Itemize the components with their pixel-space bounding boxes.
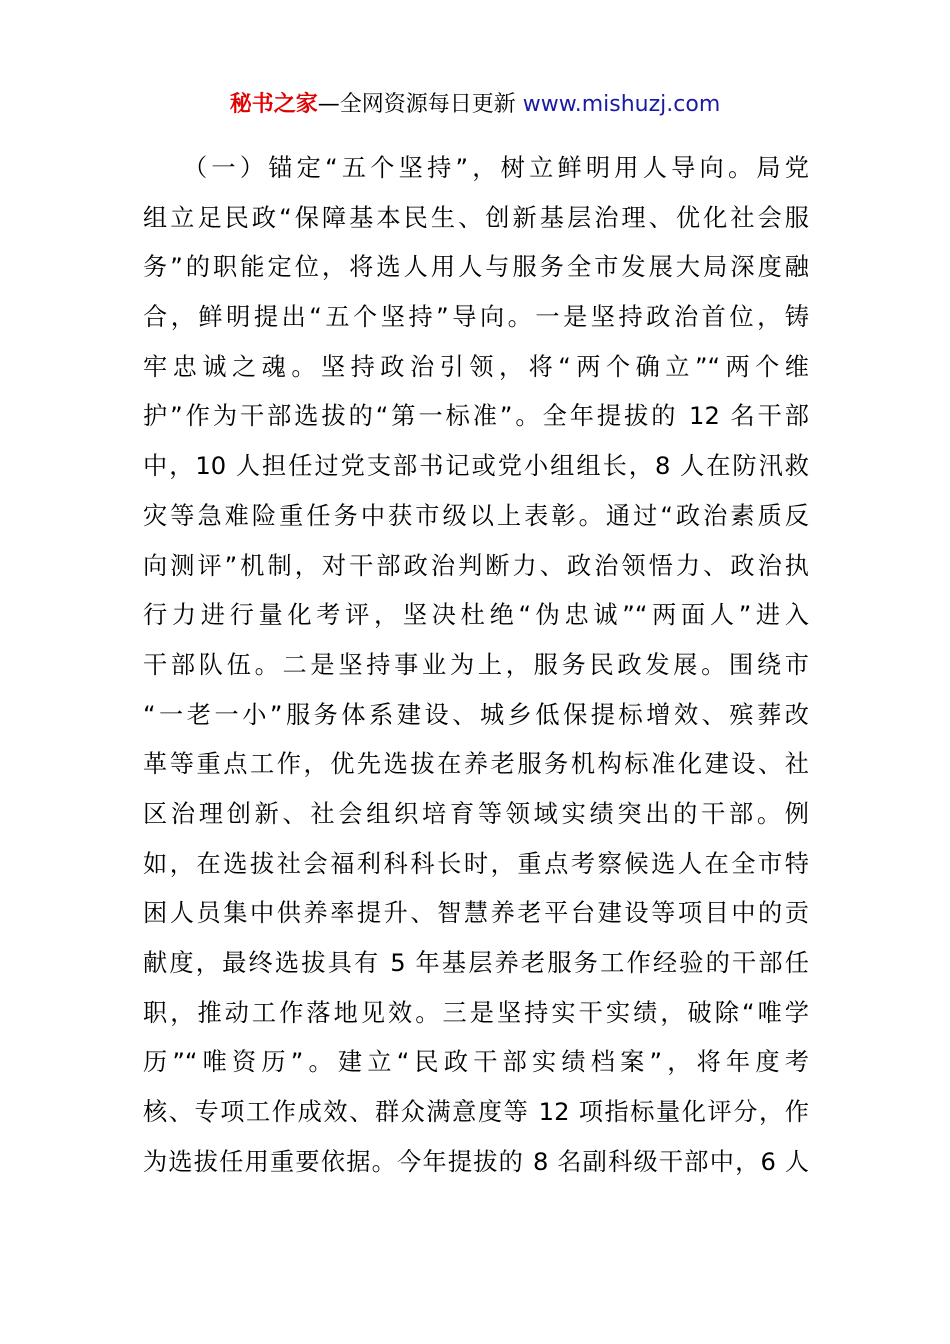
- text-line: 献度，最终选拔具有 5 年基层养老服务工作经验的干部任: [143, 949, 809, 977]
- text-line: 革等重点工作，优先选拔在养老服务机构标准化建设、社: [143, 750, 809, 779]
- text-line: 组立足民政“保障基本民生、创新基层治理、优化社会服: [143, 203, 809, 232]
- website-link[interactable]: www.mishuzj.com: [522, 92, 721, 117]
- header-tagline: —全网资源每日更新: [317, 92, 516, 117]
- body-paragraph: [143, 144, 809, 1187]
- text-line: 职，推动工作落地见效。三是坚持实干实绩，破除“唯学: [143, 998, 809, 1027]
- text-line: 干部队伍。二是坚持事业为上，服务民政发展。围绕市: [143, 650, 809, 679]
- text-line: 向测评”机制，对干部政治判断力、政治领悟力、政治执: [143, 551, 809, 580]
- text-line: “一老一小”服务体系建设、城乡低保提标增效、殡葬改: [143, 700, 809, 729]
- text-line: 核、专项工作成效、群众满意度等 12 项指标量化评分，作: [143, 1098, 809, 1127]
- text-line: 务”的职能定位，将选人用人与服务全市发展大局深度融: [143, 253, 809, 282]
- text-line: 牢忠诚之魂。坚持政治引领，将“两个确立”“两个维: [143, 352, 809, 381]
- page-header: [0, 88, 950, 122]
- text-line: 区治理创新、社会组织培育等领域实绩突出的干部。例: [143, 799, 809, 828]
- text-line: 历”“唯资历”。建立“民政干部实绩档案”，将年度考: [143, 1048, 809, 1077]
- text-line: （一）锚定“五个坚持”，树立鲜明用人导向。局党: [183, 154, 809, 182]
- text-line: 困人员集中供养率提升、智慧养老平台建设等项目中的贡: [143, 899, 809, 928]
- text-line: 中，10 人担任过党支部书记或党小组组长，8 人在防汛救: [143, 452, 809, 481]
- brand-name: 秘书之家: [229, 92, 318, 117]
- text-line: 如，在选拔社会福利科科长时，重点考察候选人在全市特: [143, 849, 809, 878]
- text-line: 护”作为干部选拔的“第一标准”。全年提拔的 12 名干部: [143, 402, 809, 431]
- text-line: 行力进行量化考评，坚决杜绝“伪忠诚”“两面人”进入: [143, 601, 809, 630]
- text-line: 合，鲜明提出“五个坚持”导向。一是坚持政治首位，铸: [143, 303, 809, 332]
- text-line: 灾等急难险重任务中获市级以上表彰。通过“政治素质反: [143, 501, 809, 530]
- text-line: 为选拔任用重要依据。今年提拔的 8 名副科级干部中，6 人: [143, 1147, 809, 1176]
